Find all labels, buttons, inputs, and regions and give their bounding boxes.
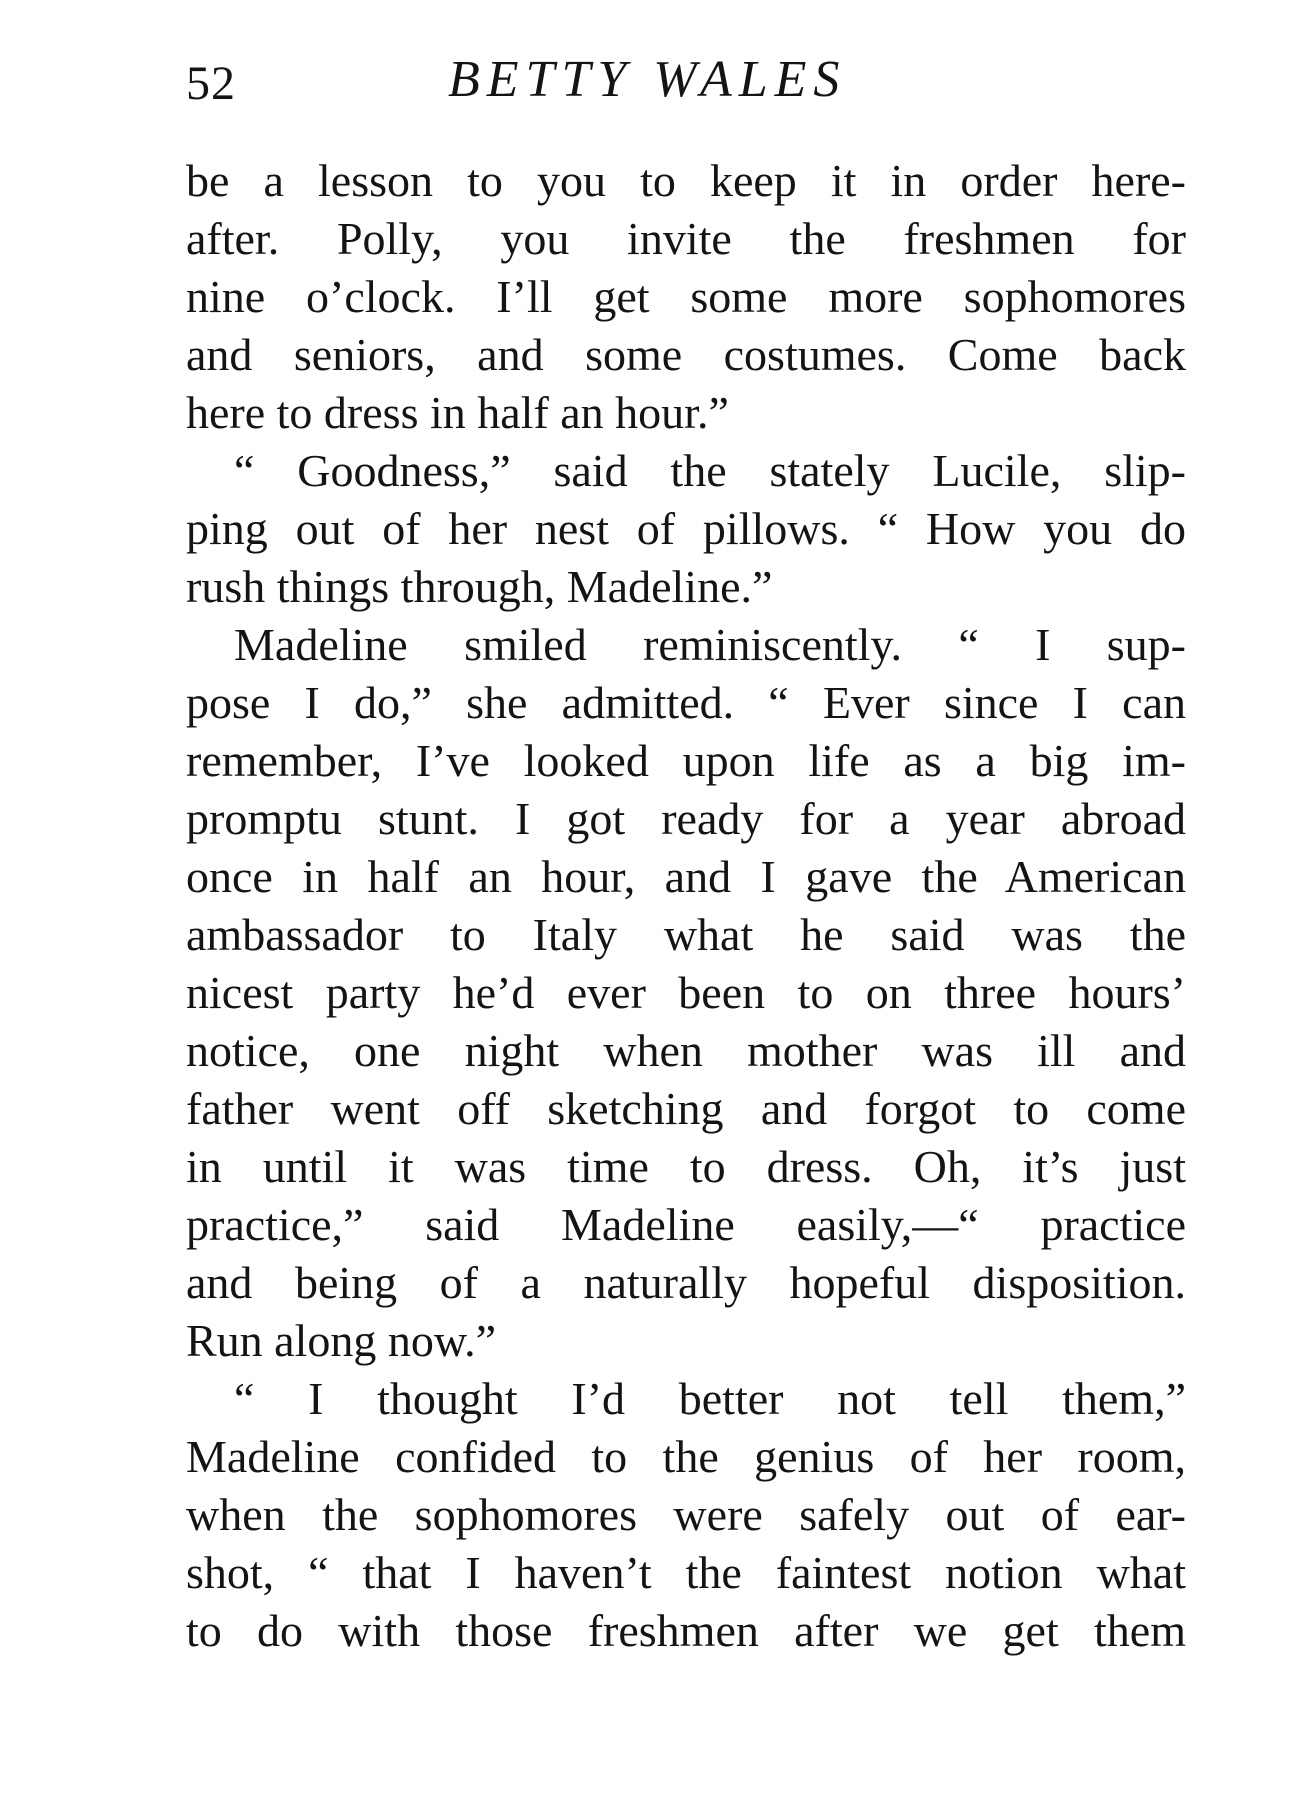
text-line: here to dress in half an hour.” [186,387,729,438]
text-line: after. Polly, you invite the freshmen for [186,213,1186,264]
text-line: in until it was time to dress. Oh, it’s just [186,1141,1186,1192]
body-text [186,152,1186,1660]
text-line: nine o’clock. I’ll get some more sophomores [186,271,1186,322]
text-line: remember, I’ve looked upon life as a big im- [186,735,1186,786]
text-line: Madeline confided to the genius of her room, [186,1431,1186,1482]
text-line: when the sophomores were safely out of ear- [186,1489,1186,1540]
text-line: rush things through, Madeline.” [186,561,773,612]
text-line: practice,” said Madeline easily,—“ practice [186,1199,1186,1250]
text-line: father went off sketching and forgot to come [186,1083,1186,1134]
text-line: be a lesson to you to keep it in order here- [186,155,1186,206]
text-line: Madeline smiled reminiscently. “ I sup- [234,619,1186,670]
text-line: and seniors, and some costumes. Come back [186,329,1186,380]
text-line: ambassador to Italy what he said was the [186,909,1186,960]
text-line: Run along now.” [186,1315,497,1366]
text-line: nicest party he’d ever been to on three hours’ [186,967,1186,1018]
text-line: notice, one night when mother was ill and [186,1025,1186,1076]
text-line: and being of a naturally hopeful disposition. [186,1257,1186,1308]
text-line: to do with those freshmen after we get them [186,1605,1186,1656]
running-head: BETTY WALES [448,51,847,108]
text-line: pose I do,” she admitted. “ Ever since I can [186,677,1186,728]
text-line: “ Goodness,” said the stately Lucile, slip- [234,445,1186,496]
text-line: promptu stunt. I got ready for a year abroad [186,793,1186,844]
page-header [186,50,1186,130]
page-number: 52 [186,57,236,110]
text-line: once in half an hour, and I gave the American [186,851,1186,902]
text-line: “ I thought I’d better not tell them,” [234,1373,1186,1424]
text-line: ping out of her nest of pillows. “ How you do [186,503,1186,554]
text-line: shot, “ that I haven’t the faintest notion what [186,1547,1186,1598]
